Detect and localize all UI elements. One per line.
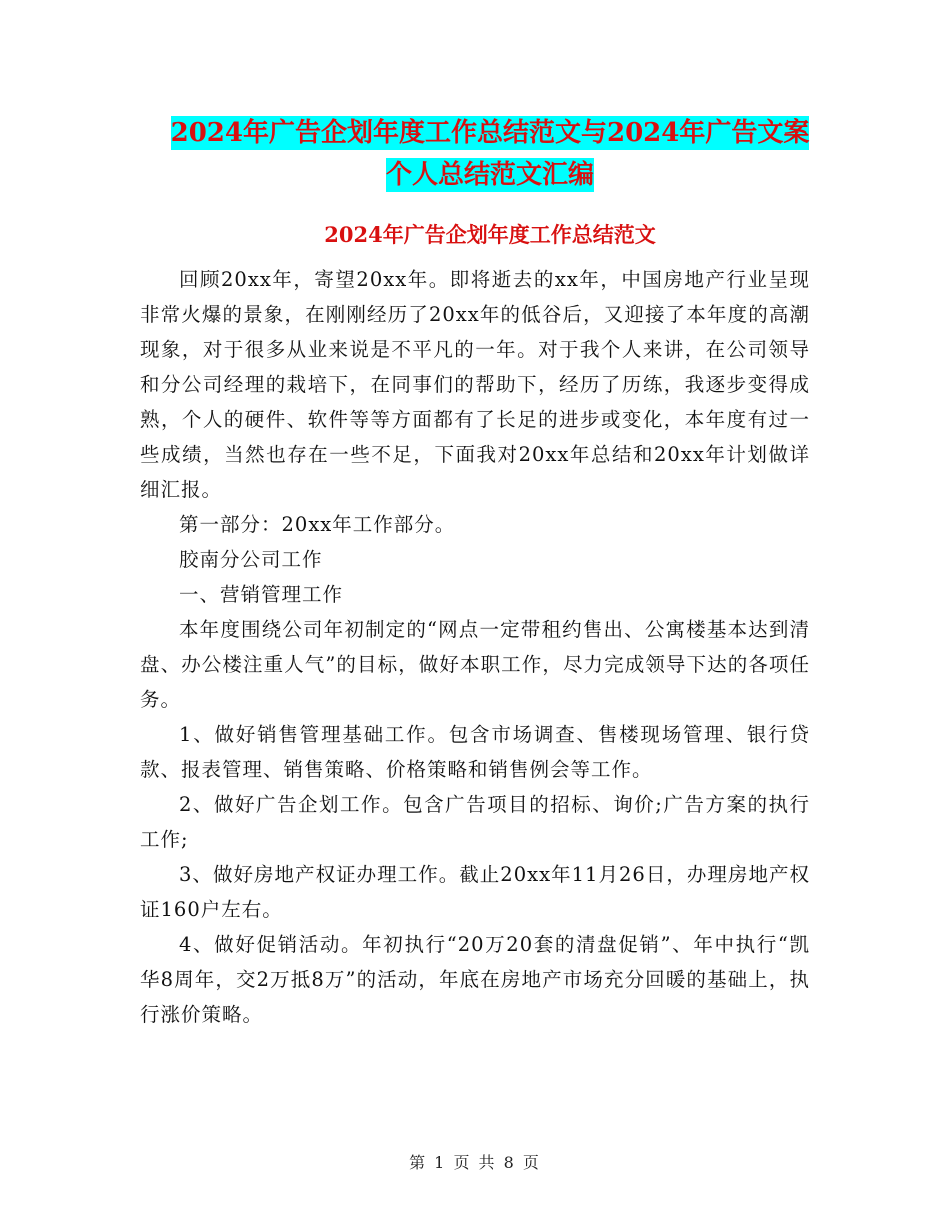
paragraph-goal: 本年度围绕公司年初制定的“网点一定带租约售出、公寓楼基本达到清盘、办公楼注重人气”的目标，做好本职工作，尽力完成领导下达的各项任务。 [140, 618, 810, 711]
paragraph-part-one: 第一部分：20xx年工作部分。 [179, 513, 456, 536]
page-number-footer: 第 1 页 共 8 页 [409, 1153, 541, 1172]
paragraph-marketing-heading: 一、营销管理工作 [179, 583, 344, 606]
paragraph-item-1: 1、做好销售管理基础工作。包含市场调查、售楼现场管理、银行贷款、报表管理、销售策略、价格策略和销售例会等工作。 [140, 723, 810, 781]
title-line-2: 个人总结范文汇编 [385, 160, 594, 190]
paragraph-branch: 胶南分公司工作 [179, 548, 323, 571]
paragraph-intro: 回顾20xx年，寄望20xx年。即将逝去的xx年，中国房地产行业呈现非常火爆的景象，在刚刚经历了20xx年的低谷后，又迎接了本年度的高潮现象，对于很多从业来说是不平凡的一年。对于我个人来讲，在公司领导和分公司经理的栽培下，在同事们的帮助下，经历了历练，我逐步变得成熟，个人的硬件、软件等等方面都有了长足的进步或变化，本年度有过一些成绩，当然也存在一些不足，下面我对20xx年总结和20xx年计划做详细汇报。 [140, 268, 810, 501]
paragraph-item-3: 3、做好房地产权证办理工作。截止20xx年11月26日，办理房地产权证160户左右。 [140, 863, 810, 921]
document-body [140, 262, 810, 1032]
paragraph-item-2: 2、做好广告企划工作。包含广告项目的招标、询价;广告方案的执行工作; [140, 793, 810, 851]
document-title [140, 112, 840, 196]
section-heading: 2024年广告企划年度工作总结范文 [324, 222, 656, 247]
title-line-1: 2024年广告企划年度工作总结范文与2024年广告文案 [170, 118, 810, 148]
paragraph-item-4: 4、做好促销活动。年初执行“20万20套的清盘促销”、年中执行“凯华8周年，交2万抵8万”的活动，年底在房地产市场充分回暖的基础上，执行涨价策略。 [140, 933, 810, 1026]
